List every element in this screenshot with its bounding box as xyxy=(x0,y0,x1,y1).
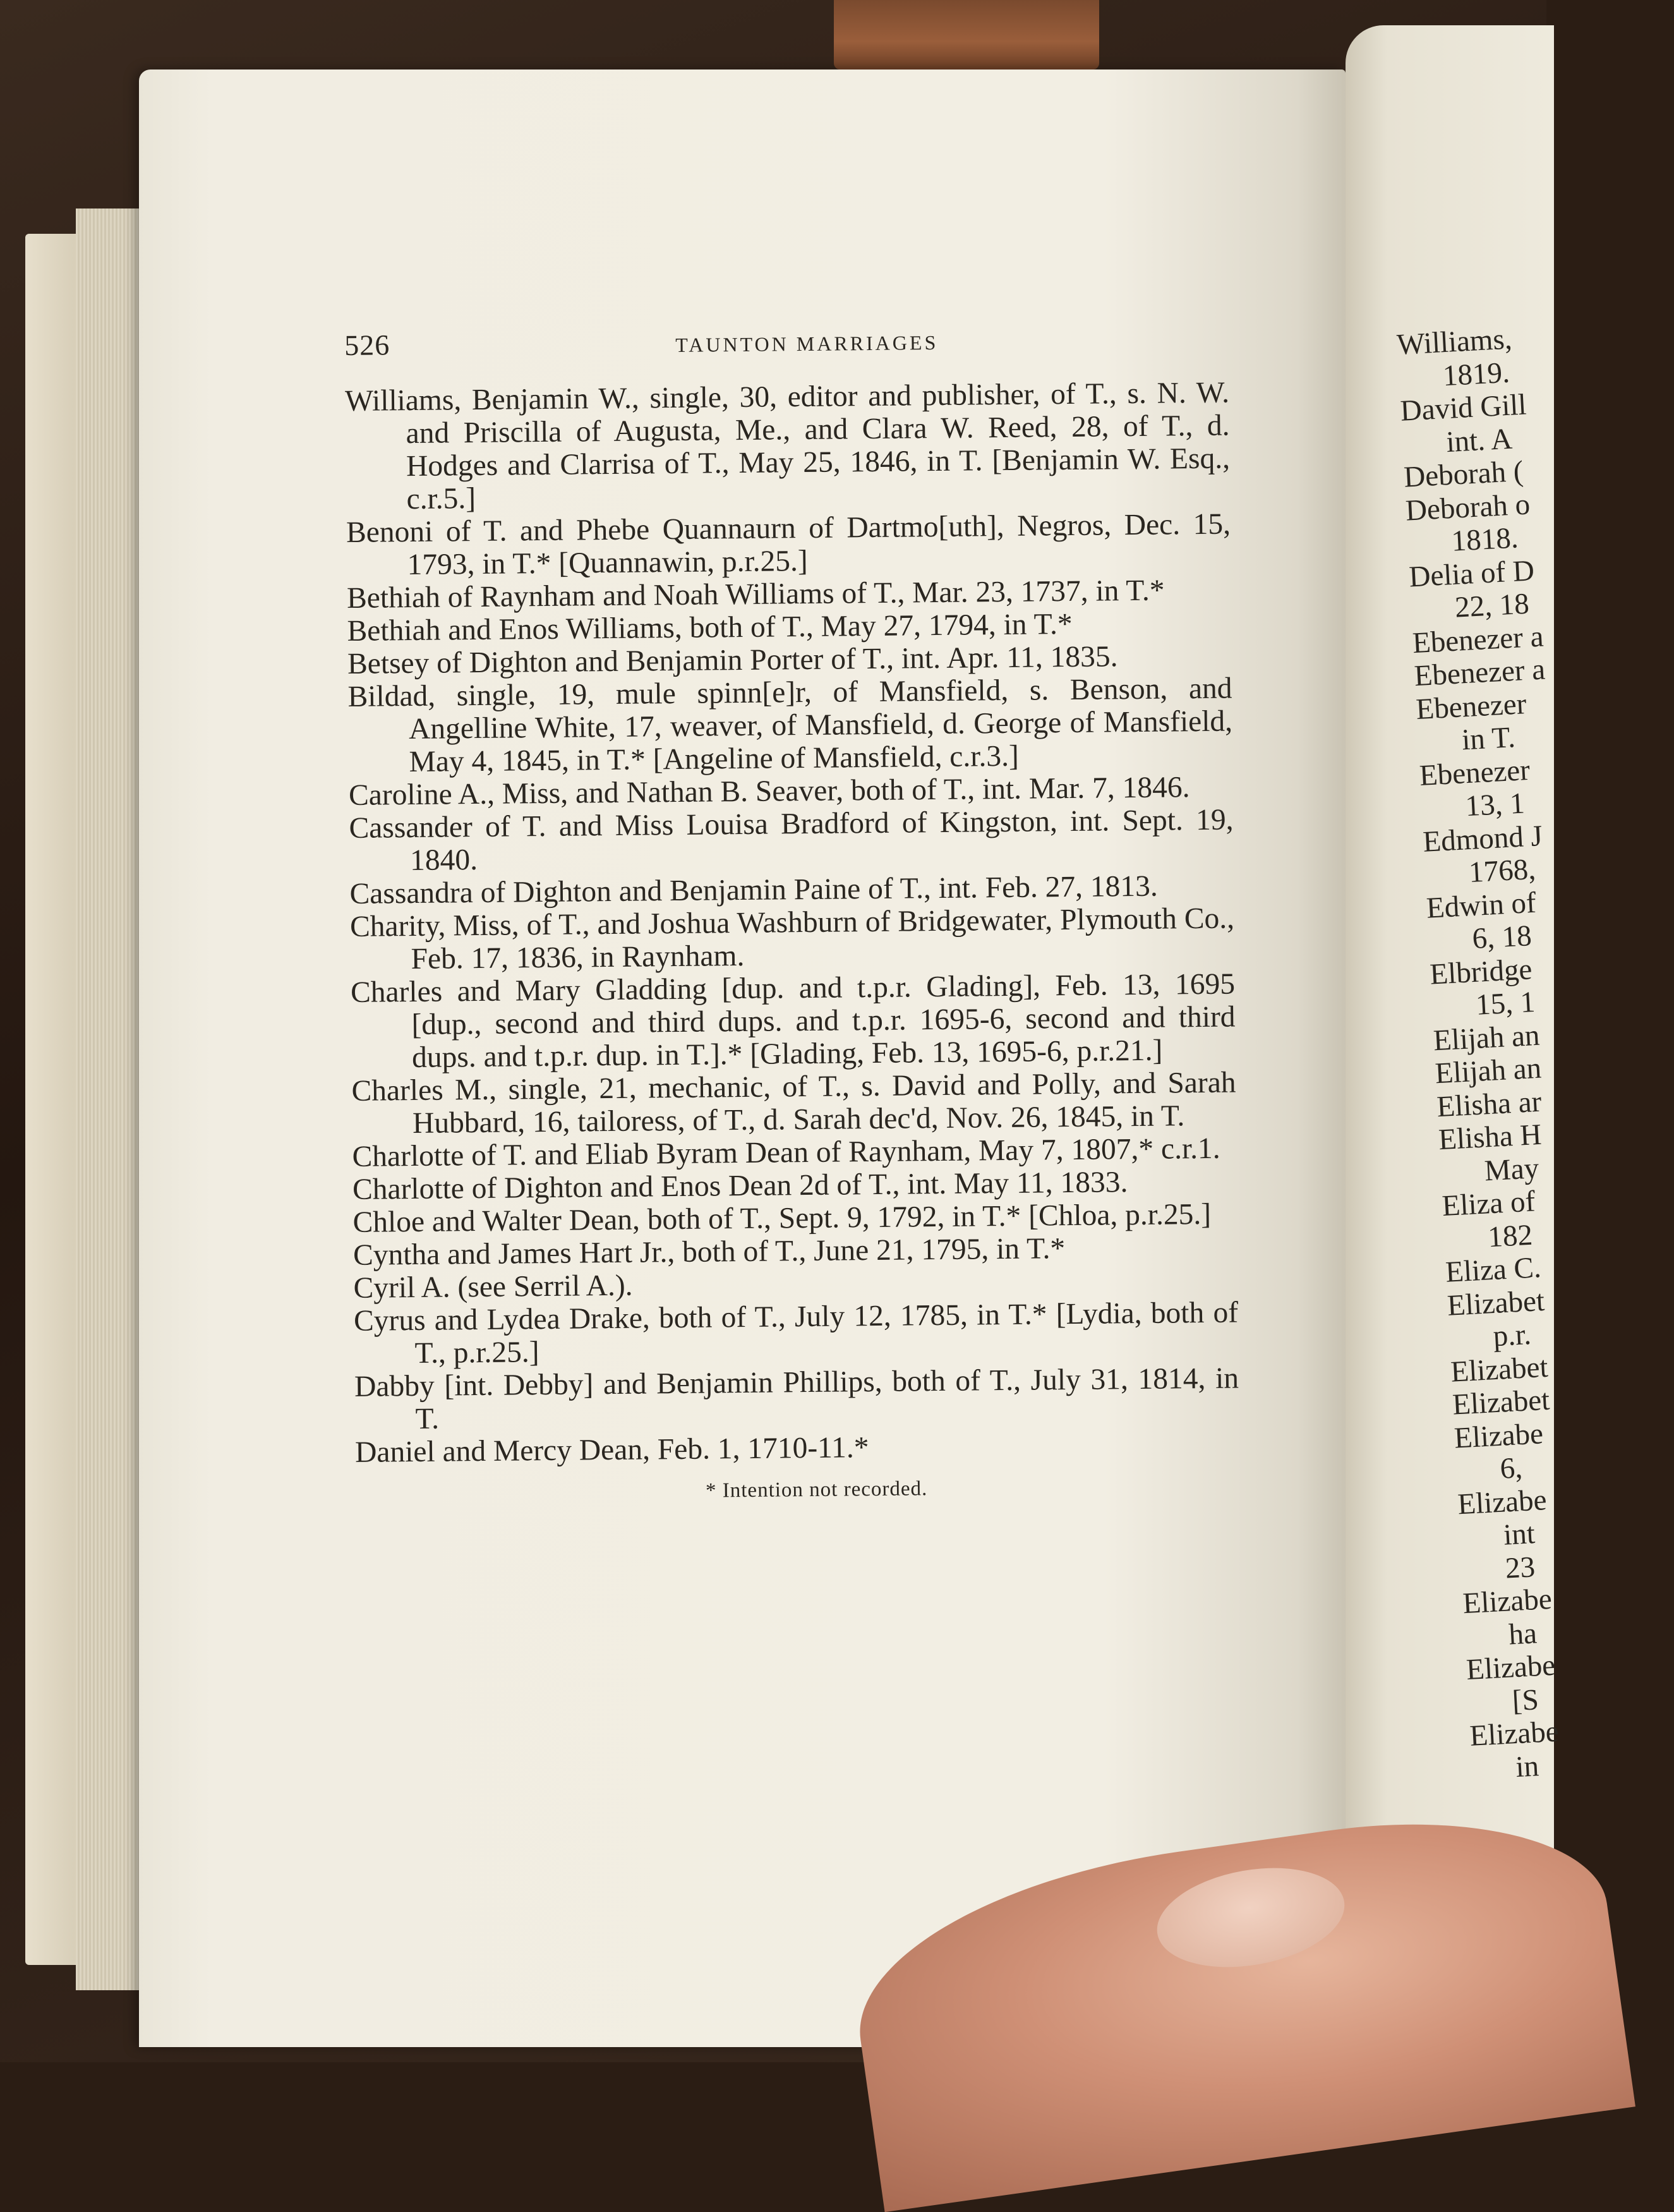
marriage-entry: Cassander of T. and Miss Louisa Bradford of Kingston, int. Sept. 19, 1840. xyxy=(349,803,1234,878)
facing-page-line: [S xyxy=(1511,1683,1540,1717)
facing-page-line: int. A xyxy=(1445,422,1514,459)
marriage-entry: Betsey of Dighton and Benjamin Porter of T., int. Apr. 11, 1835. xyxy=(347,640,1118,680)
facing-page-line: Elisha ar xyxy=(1436,1085,1543,1123)
facing-page-line: Elizabet xyxy=(1451,1383,1551,1422)
facing-page-line: 23 xyxy=(1504,1550,1536,1585)
facing-page-line: Edmond J xyxy=(1422,819,1543,859)
marriage-entry: Bethiah of Raynham and Noah Williams of T., Mar. 23, 1737, in T.* xyxy=(346,574,1165,615)
facing-page-line: Eliza C. xyxy=(1444,1251,1542,1289)
marriage-entry: Charles and Mary Gladding [dup. and t.p.r. Glading], Feb. 13, 1695 [dup., second and third dups. and t.p.r. 1695-6, second and third dups. and t.p.r. dup. in T.].* [Glading, Feb. 13, 1695-6, p.r.21.] xyxy=(350,967,1236,1075)
facing-page-line: 13, 1 xyxy=(1464,787,1526,823)
marriage-entry: Caroline A., Miss, and Nathan B. Seaver, both of T., int. Mar. 7, 1846. xyxy=(348,771,1190,812)
footnote: * Intention not recorded. xyxy=(705,1477,928,1502)
facing-page-line: Elizabe xyxy=(1453,1417,1545,1455)
marriage-entry: Charity, Miss, of T., and Joshua Washburn of Bridgewater, Plymouth Co., Feb. 17, 1836, in Raynham. xyxy=(349,902,1235,976)
facing-page-line: David Gill xyxy=(1399,388,1527,428)
facing-page-line: 22, 18 xyxy=(1454,587,1530,624)
page-text xyxy=(344,320,1240,1506)
facing-page-line: Elizabet xyxy=(1446,1284,1546,1322)
facing-page-line: Elizabe xyxy=(1465,1648,1557,1687)
facing-page-line: Elbridge xyxy=(1429,952,1533,991)
facing-page-line: Elizabe xyxy=(1469,1715,1560,1753)
marriage-entry: Bethiah and Enos Williams, both of T., May 27, 1794, in T.* xyxy=(347,607,1073,648)
facing-page-line: int xyxy=(1502,1517,1536,1552)
facing-page-line: Ebenezer a xyxy=(1413,653,1546,693)
facing-page-line: in xyxy=(1515,1749,1540,1784)
facing-page-line: 15, 1 xyxy=(1474,985,1536,1022)
facing-page-line: Edwin of xyxy=(1425,886,1537,925)
marriage-entry: Charles M., single, 21, mechanic, of T., s. David and Polly, and Sarah Hubbard, 16, tailoress, of T., d. Sarah dec'd, Nov. 26, 1845, in T. xyxy=(351,1066,1236,1140)
facing-page-line: 182 xyxy=(1487,1218,1534,1254)
facing-page-line: Ebenezer xyxy=(1418,753,1531,792)
marriage-entry: Cyntha and James Hart Jr., both of T., June 21, 1795, in T.* xyxy=(352,1232,1066,1272)
facing-page-line: Williams, xyxy=(1396,322,1513,361)
facing-page-line: p.r. xyxy=(1492,1318,1532,1353)
facing-page-line: Delia of D xyxy=(1408,553,1536,593)
entry-list xyxy=(345,377,1239,1469)
marriage-entry: Dabby [int. Debby] and Benjamin Phillips, both of T., July 31, 1814, in T. xyxy=(354,1362,1239,1435)
facing-page-line: 6, 18 xyxy=(1471,919,1532,955)
facing-page-line: Elijah an xyxy=(1434,1051,1543,1091)
marriage-entry: Charlotte of T. and Eliab Byram Dean of Raynham, May 7, 1807,* c.r.1. xyxy=(352,1132,1220,1173)
marriage-entry: Williams, Benjamin W., single, 30, editor and publisher, of T., s. N. W. and Priscilla of Augusta, Me., and Clara W. Reed, 28, of T., d. Hodges and Clarrisa of T., May 25, 1846, in T. [Benjamin W. Esq., c.r.5.] xyxy=(344,376,1231,516)
facing-page-line: Elizabet xyxy=(1450,1350,1549,1389)
marriage-entry: Chloe and Walter Dean, both of T., Sept. 9, 1792, in T.* [Chloa, p.r.25.] xyxy=(352,1197,1212,1239)
facing-page-line: Ebenezer xyxy=(1415,687,1527,726)
facing-page-line: 1819. xyxy=(1442,356,1510,392)
facing-page-line: Eliza of xyxy=(1441,1185,1536,1223)
page-title: TAUNTON MARRIAGES xyxy=(675,330,939,356)
marriage-entry: Daniel and Mercy Dean, Feb. 1, 1710-11.* xyxy=(354,1431,869,1469)
facing-page-line: ha xyxy=(1508,1616,1538,1651)
facing-page-line: Elizabe xyxy=(1462,1582,1553,1621)
facing-page-line: Elijah an xyxy=(1432,1018,1541,1057)
marriage-entry: Cassandra of Dighton and Benjamin Paine of T., int. Feb. 27, 1813. xyxy=(349,869,1159,910)
page-number: 526 xyxy=(344,329,390,361)
marriage-entry: Charlotte of Dighton and Enos Dean 2d of T., int. May 11, 1833. xyxy=(352,1166,1128,1206)
facing-page-line: 1768, xyxy=(1467,852,1537,890)
facing-page-line: Deborah o xyxy=(1404,487,1531,528)
marriage-entry: Cyrus and Lydea Drake, both of T., July 12, 1785, in T.* [Lydia, both of T., p.r.25.] xyxy=(353,1296,1239,1370)
facing-page-line: Deborah ( xyxy=(1402,454,1524,494)
facing-page-line: 1818. xyxy=(1450,521,1519,558)
facing-page-line: Ebenezer a xyxy=(1411,619,1545,660)
facing-page-line: May xyxy=(1483,1151,1540,1187)
marriage-entry: Benoni of T. and Phebe Quannaurn of Dartmo[uth], Negros, Dec. 15, 1793, in T.* [Quannawin, p.r.25.] xyxy=(346,507,1231,582)
facing-page-line: Elisha H xyxy=(1437,1118,1543,1157)
facing-page-line: 6, xyxy=(1499,1451,1524,1485)
facing-page-text xyxy=(1396,318,1674,1786)
facing-page-line: in T. xyxy=(1460,721,1516,757)
book-spine xyxy=(834,0,1099,70)
facing-page-line: Elizabe xyxy=(1457,1483,1548,1521)
marriage-entry: Cyril A. (see Serril A.). xyxy=(353,1269,633,1305)
marriage-entry: Bildad, single, 19, mule spinn[e]r, of Mansfield, s. Benson, and Angelline White, 17, weaver, of Mansfield, d. George of Mansfield, May 4, 1845, in T.* [Angeline of Mansfield, c.r.3.] xyxy=(347,672,1233,779)
facing-page xyxy=(1346,25,1560,2066)
